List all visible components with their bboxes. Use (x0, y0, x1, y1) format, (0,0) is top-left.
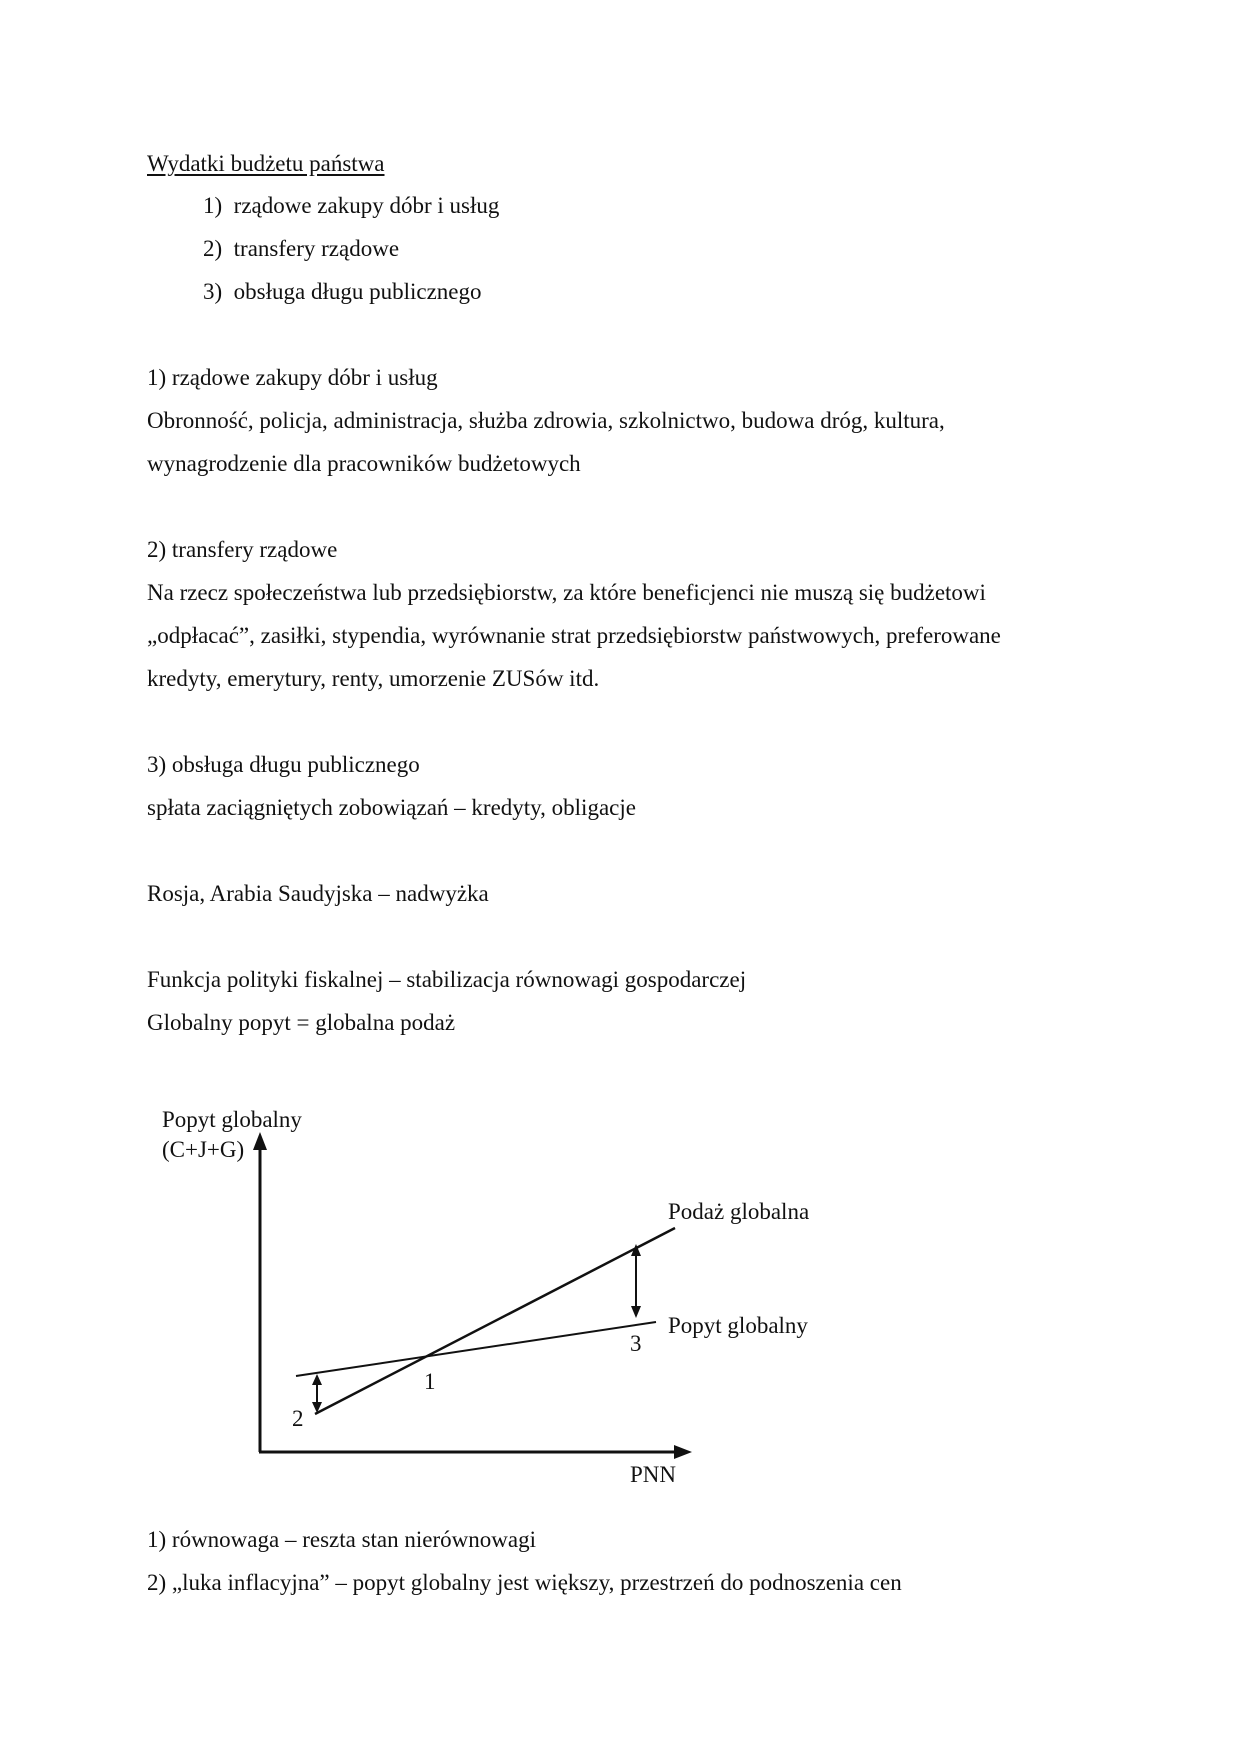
list-item: 2) transfery rządowe (203, 236, 400, 261)
x-axis-label: PNN (630, 1462, 677, 1487)
gap-point-label: 3 (630, 1331, 642, 1356)
note-item: 2) „luka inflacyjna” – popyt globalny jest większy, przestrzeń do podnoszenia cen (147, 1570, 902, 1595)
section2-text: „odpłacać”, zasiłki, stypendia, wyrównanie strat przedsiębiorstw państwowych, preferowane (147, 623, 1001, 648)
section1-text: wynagrodzenie dla pracowników budżetowych (147, 451, 581, 476)
list-item: 3) obsługa długu publicznego (203, 279, 482, 304)
supply-curve-label: Podaż globalna (668, 1199, 810, 1224)
section1-text: Obronność, policja, administracja, służba zdrowia, szkolnictwo, budowa dróg, kultura, (147, 408, 945, 433)
list-item: 1) rządowe zakupy dóbr i usług (203, 193, 500, 218)
equilibrium-equation: Globalny popyt = globalna podaż (147, 1010, 456, 1035)
note-item: 1) równowaga – reszta stan nierównowagi (147, 1527, 536, 1552)
surplus-note: Rosja, Arabia Saudyjska – nadwyżka (147, 881, 489, 906)
arrowhead-up (312, 1374, 322, 1385)
fiscal-function: Funkcja polityki fiskalnej – stabilizacja równowagi gospodarczej (147, 967, 747, 992)
y-axis-arrowhead (253, 1132, 267, 1150)
section2-title: 2) transfery rządowe (147, 537, 338, 562)
gap-point-label: 2 (292, 1406, 304, 1431)
section2-text: Na rzecz społeczeństwa lub przedsiębiorstw, za które beneficjenci nie muszą się budżetowi (147, 580, 986, 605)
aggregate-supply-line (315, 1228, 675, 1414)
demand-curve-label: Popyt globalny (668, 1313, 808, 1338)
y-axis-label: Popyt globalny (162, 1107, 302, 1132)
x-axis-arrowhead (674, 1445, 692, 1459)
section1-title: 1) rządowe zakupy dóbr i usług (147, 365, 438, 390)
section3-text: spłata zaciągniętych zobowiązań – kredyty, obligacje (147, 795, 636, 820)
arrowhead-down (631, 1306, 641, 1318)
section2-text: kredyty, emerytury, renty, umorzenie ZUSów itd. (147, 666, 600, 691)
heading: Wydatki budżetu państwa (147, 151, 385, 176)
section3-title: 3) obsługa długu publicznego (147, 752, 420, 777)
equilibrium-point-label: 1 (424, 1369, 436, 1394)
y-axis-label: (C+J+G) (162, 1137, 245, 1162)
